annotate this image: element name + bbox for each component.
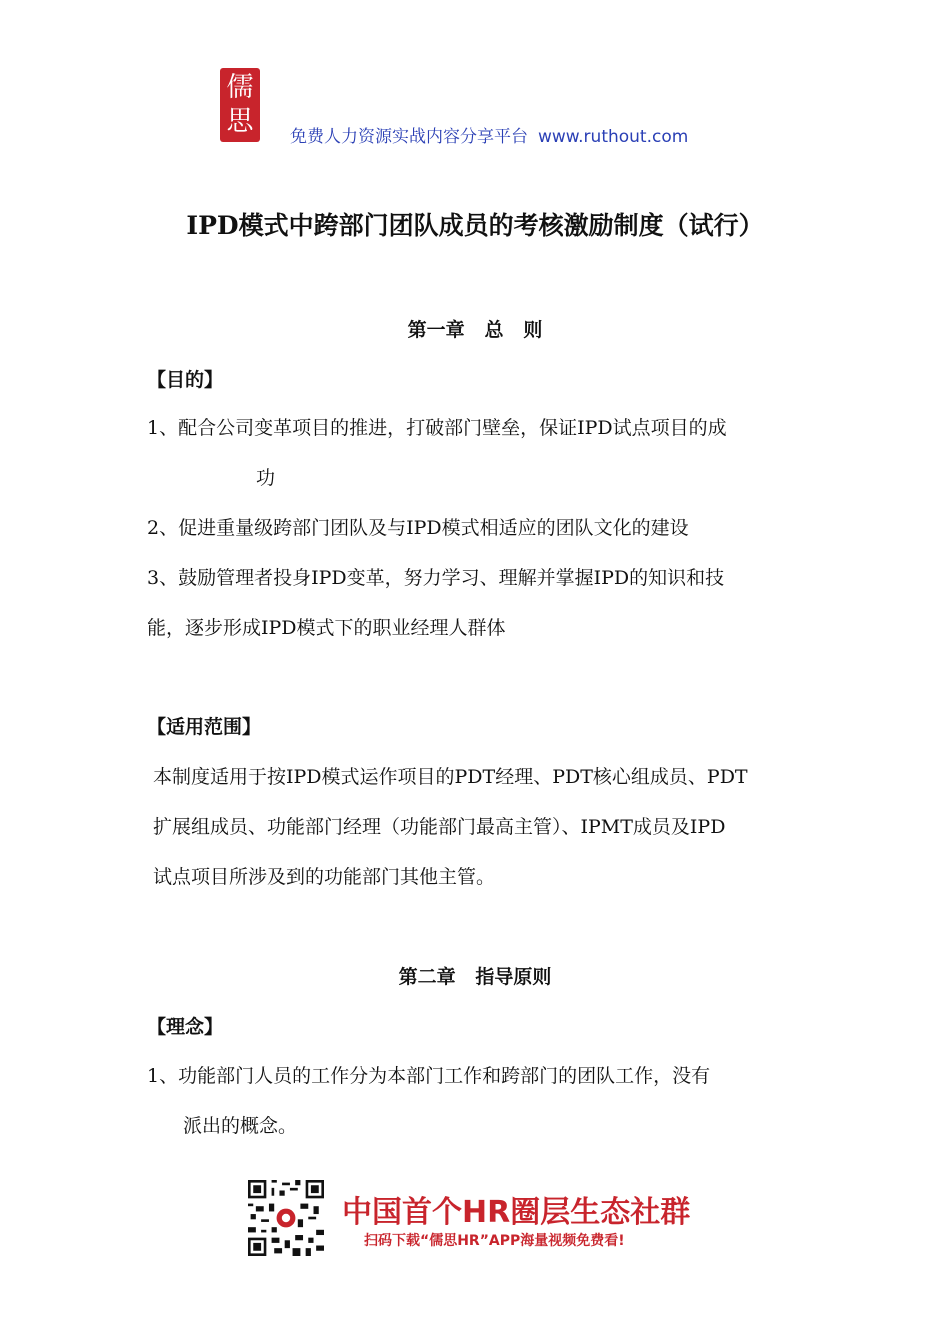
purpose-item-3-line-1: 3、鼓励管理者投身IPD变革，努力学习、理解并掌握IPD的知识和技: [147, 567, 725, 589]
concept-item-1-line-2: 派出的概念。: [183, 1115, 298, 1137]
qr-code-icon: [248, 1180, 324, 1256]
header-slogan: 免费人力资源实战内容分享平台: [290, 127, 528, 147]
scope-line-1: 本制度适用于按IPD模式运作项目的PDT经理、PDT核心组成员、PDT: [153, 766, 748, 788]
logo-char-2: 思: [226, 106, 254, 137]
chapter-1-heading: 第一章 总 则: [407, 319, 543, 341]
scope-line-3: 试点项目所涉及到的功能部门其他主管。: [153, 866, 496, 888]
concept-item-1-line-1: 1、功能部门人员的工作分为本部门工作和跨部门的团队工作，没有: [147, 1065, 711, 1087]
document-title: IPD模式中跨部门团队成员的考核激励制度（试行）: [186, 211, 764, 240]
banner-slogan: 中国首个HR圈层生态社群: [342, 1195, 691, 1230]
purpose-item-1-line-2: 功: [256, 467, 276, 489]
ruthout-logo: [220, 68, 260, 142]
header-tagline: [290, 122, 688, 147]
scope-line-2: 扩展组成员、功能部门经理（功能部门最高主管）、IPMT成员及IPD: [153, 816, 726, 838]
section-scope-heading: 【适用范围】: [147, 716, 262, 738]
purpose-item-2: 2、促进重量级跨部门团队及与IPD模式相适应的团队文化的建设: [147, 517, 689, 539]
section-purpose-heading: 【目的】: [147, 369, 224, 391]
header-url-link[interactable]: www.ruthout.com: [538, 127, 689, 147]
logo-char-1: 儒: [226, 72, 254, 103]
chapter-2-heading: 第二章 指导原则: [398, 966, 552, 988]
section-concept-heading: 【理念】: [147, 1016, 224, 1038]
banner-download-cta: 扫码下载“儒思HR”APP海量视频免费看!: [364, 1233, 625, 1249]
purpose-item-1-line-1: 1、配合公司变革项目的推进，打破部门壁垒，保证IPD试点项目的成: [147, 417, 727, 439]
purpose-item-3-line-2: 能，逐步形成IPD模式下的职业经理人群体: [147, 617, 506, 639]
